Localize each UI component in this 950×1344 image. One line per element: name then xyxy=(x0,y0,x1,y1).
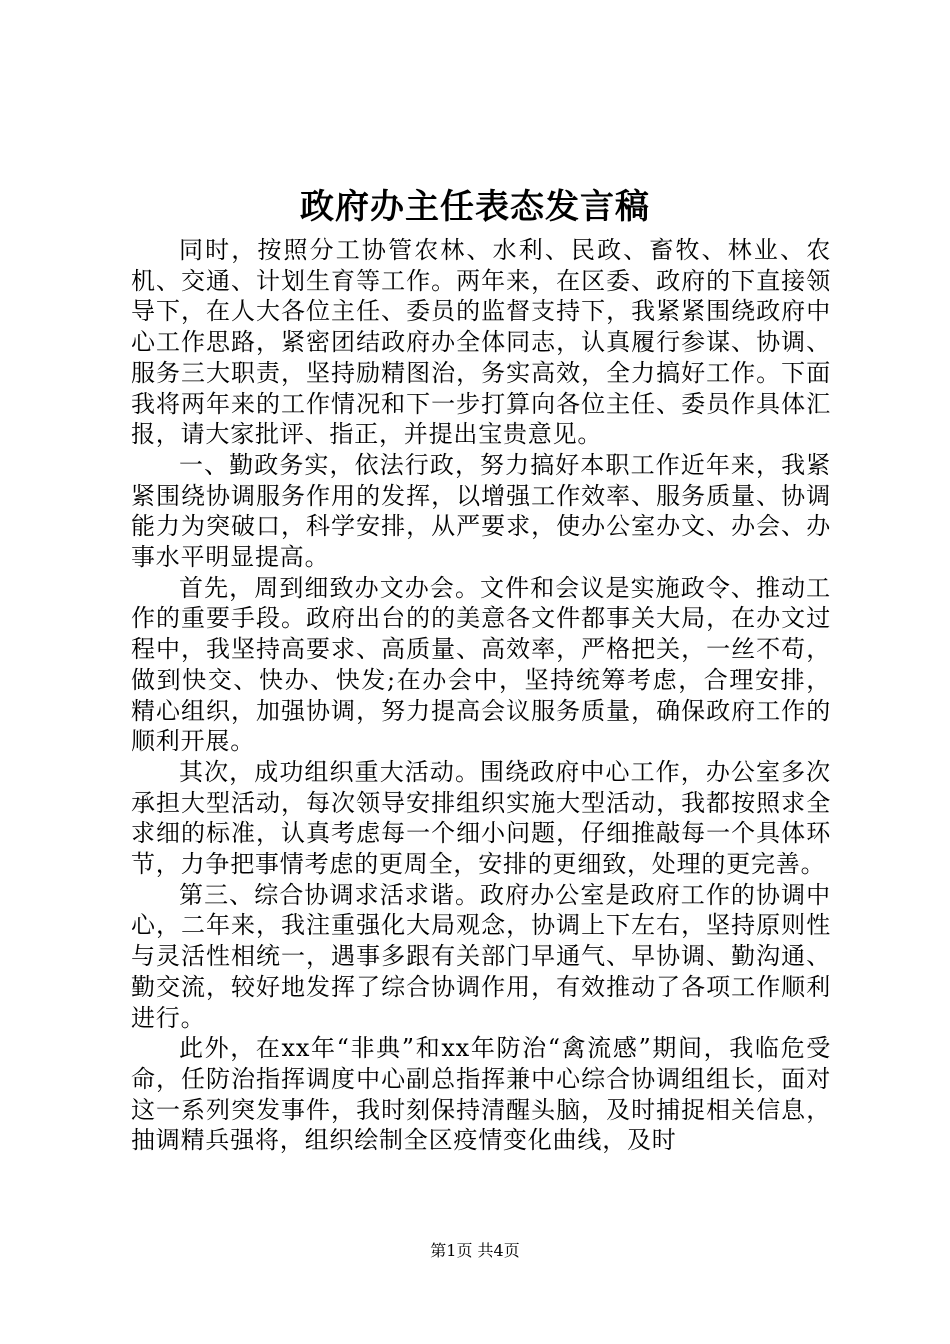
paragraph: 第三、综合协调求活求谐。政府办公室是政府工作的协调中心，二年来，我注重强化大局观念，协调上下左右，坚持原则性与灵活性相统一，遇事多跟有关部门早通气、早协调、勤沟通、勤交流，较好地发挥了综合协调作用，有效推动了各项工作顺利进行。 xyxy=(131,880,831,1032)
paragraph: 一、勤政务实，依法行政，努力搞好本职工作近年来，我紧紧围绕协调服务作用的发挥，以增强工作效率、服务质量、协调能力为突破口，科学安排，从严要求，使办公室办文、办会、办事水平明显提高。 xyxy=(131,450,831,572)
document-body xyxy=(131,235,831,1156)
page-number-footer: 第1页 共4页 xyxy=(430,1241,520,1260)
paragraph: 同时，按照分工协管农林、水利、民政、畜牧、林业、农机、交通、计划生育等工作。两年来，在区委、政府的下直接领导下，在人大各位主任、委员的监督支持下，我紧紧围绕政府中心工作思路，紧密团结政府办全体同志，认真履行参谋、协调、服务三大职责，坚持励精图治，务实高效，全力搞好工作。下面我将两年来的工作情况和下一步打算向各位主任、委员作具体汇报，请大家批评、指正，并提出宝贵意见。 xyxy=(131,236,831,449)
paragraph: 此外，在xx年“非典”和xx年防治“禽流感”期间，我临危受命，任防治指挥调度中心副总指挥兼中心综合协调组组长，面对这一系列突发事件，我时刻保持清醒头脑，及时捕捉相关信息，抽调精兵强将，组织绘制全区疫情变化曲线，及时 xyxy=(131,1034,831,1155)
paragraph: 其次，成功组织重大活动。围绕政府中心工作，办公室多次承担大型活动，每次领导安排组织实施大型活动，我都按照求全求细的标准，认真考虑每一个细小问题，仔细推敲每一个具体环节，力争把事情考虑的更周全，安排的更细致，处理的更完善。 xyxy=(131,757,831,879)
paragraph: 首先，周到细致办文办会。文件和会议是实施政令、推动工作的重要手段。政府出台的的美意各文件都事关大局，在办文过程中，我坚持高要求、高质量、高效率，严格把关，一丝不苟，做到快交、快办、快发;在办会中，坚持统筹考虑，合理安排，精心组织，加强协调，努力提高会议服务质量，确保政府工作的顺利开展。 xyxy=(131,573,831,756)
document-title: 政府办主任表态发言稿 xyxy=(300,187,650,227)
